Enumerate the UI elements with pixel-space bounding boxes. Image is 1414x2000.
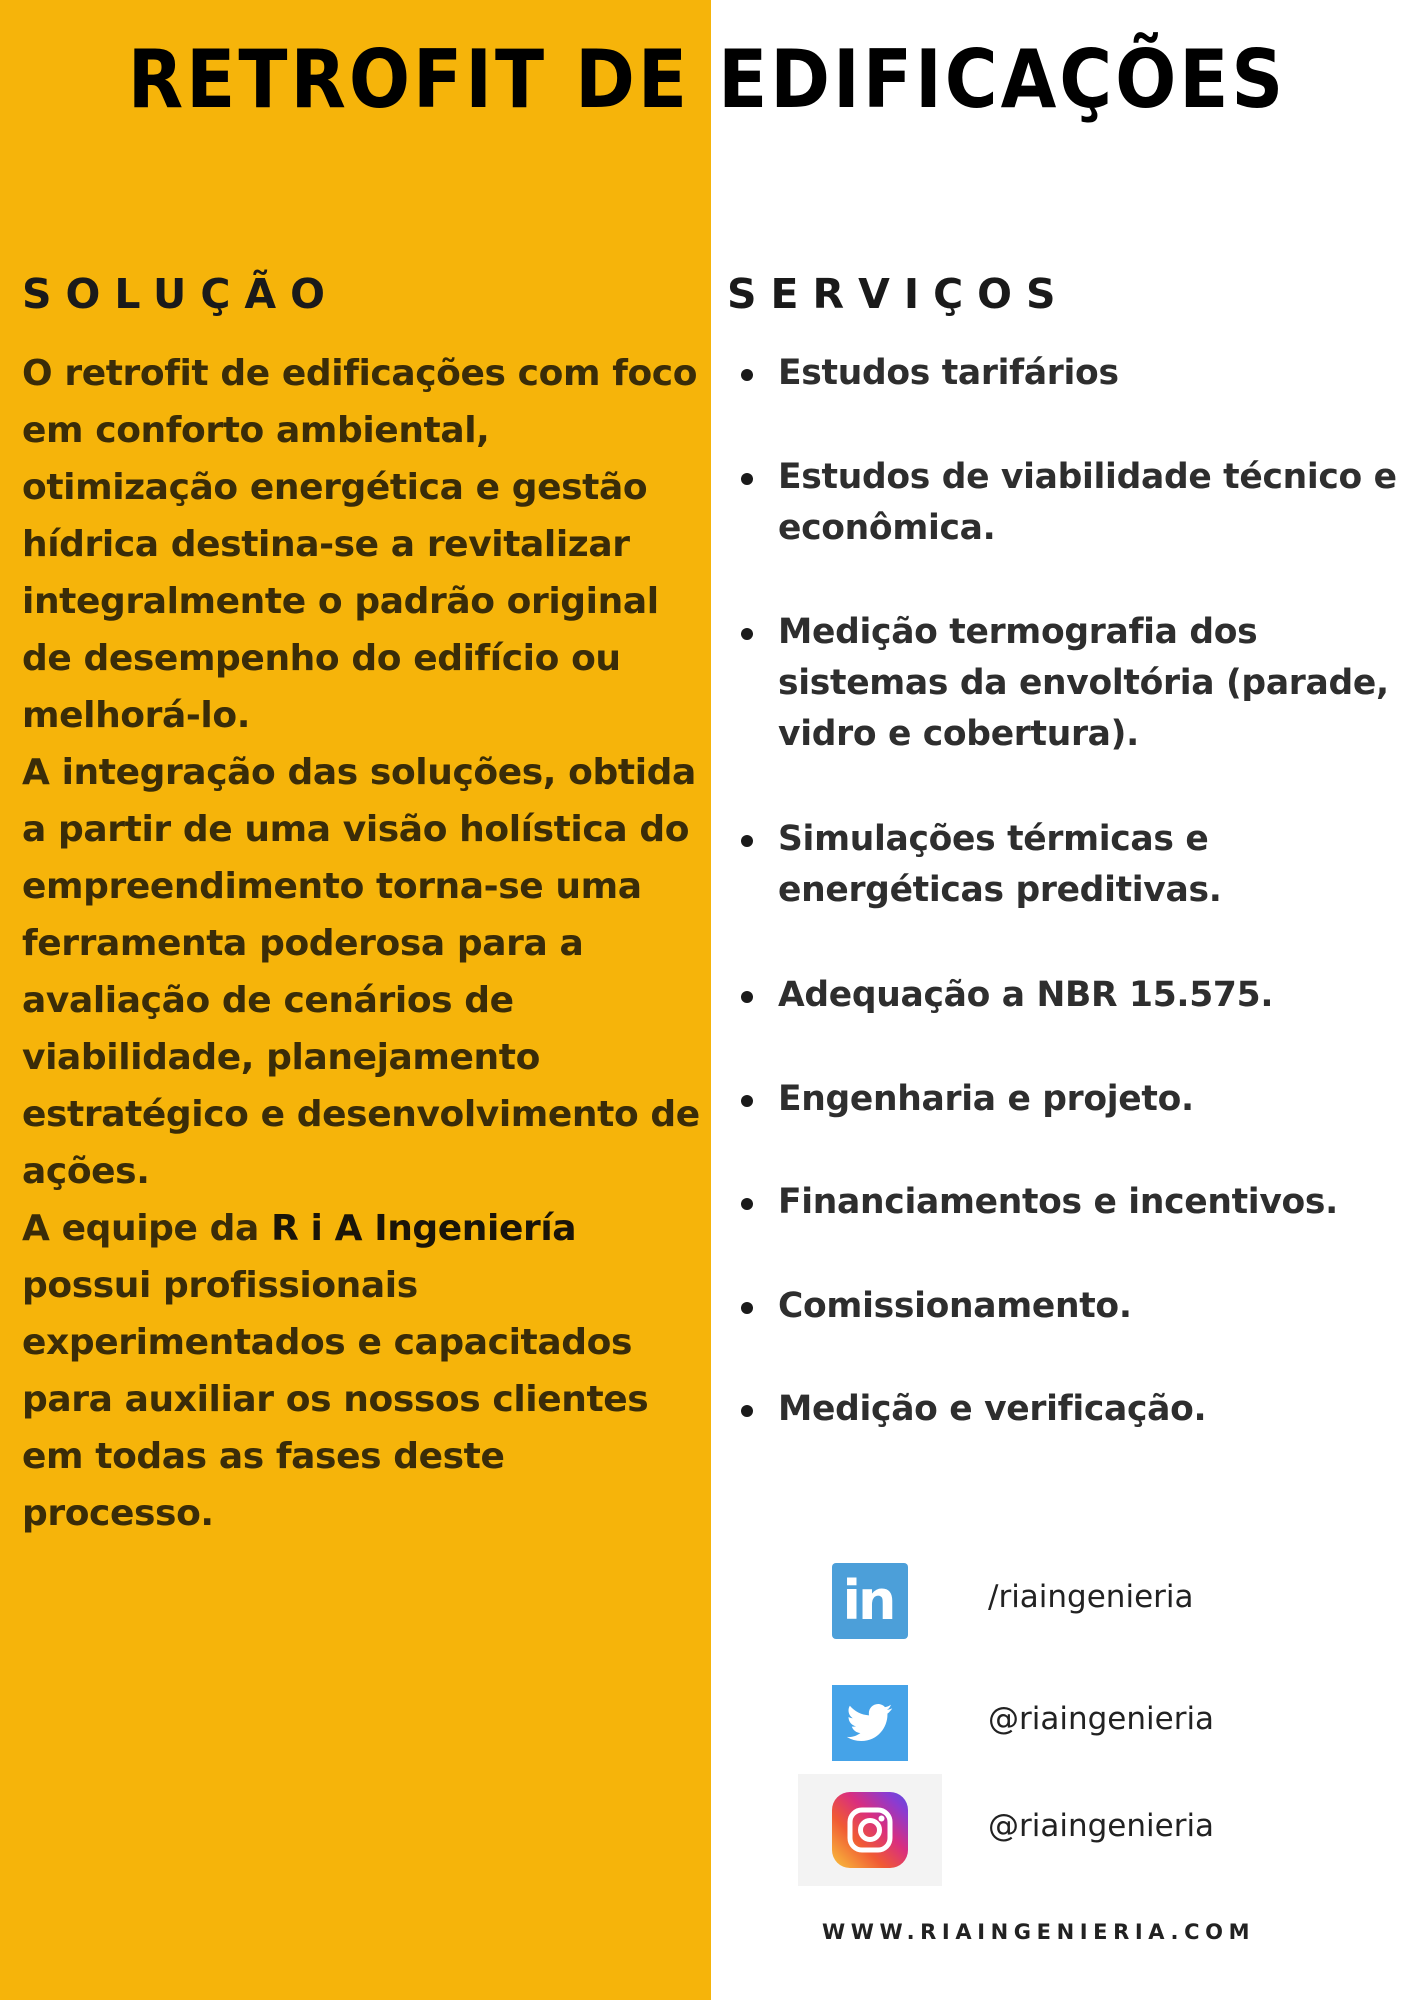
instagram-icon[interactable]: [832, 1792, 908, 1868]
service-item: [727, 452, 1407, 554]
page-title: RETROFIT DE EDIFICAÇÕES: [127, 33, 1287, 126]
service-label: Estudos tarifários: [778, 353, 1119, 393]
twitter-link[interactable]: [832, 1685, 1352, 1765]
service-item: [727, 1281, 1407, 1332]
bullet-icon: [741, 991, 753, 1003]
service-label: Medição termografia dos sistemas da envoltória (parade, vidro e cobertura).: [778, 612, 1389, 754]
service-item: [727, 607, 1407, 760]
solution-paragraph-3: [22, 1200, 702, 1542]
bullet-icon: [741, 835, 753, 847]
linkedin-icon[interactable]: in: [832, 1563, 908, 1639]
website-link[interactable]: WWW.RIAINGENIERIA.COM: [822, 1920, 1256, 1944]
bullet-icon: [741, 369, 753, 381]
service-label: Adequação a NBR 15.575.: [778, 975, 1274, 1015]
bullet-icon: [741, 1405, 753, 1417]
paragraph-3-suffix: possui profissionais experimentados e capacitados para auxiliar os nossos clientes em todas as fases deste processo.: [22, 1265, 649, 1534]
instagram-link[interactable]: [832, 1792, 1352, 1872]
service-label: Engenharia e projeto.: [778, 1079, 1194, 1119]
service-item: [727, 1177, 1407, 1228]
services-heading: SERVIÇOS: [727, 270, 1070, 318]
service-item: [727, 1074, 1407, 1125]
service-label: Comissionamento.: [778, 1286, 1132, 1326]
service-item: [727, 970, 1407, 1021]
linkedin-link[interactable]: [832, 1563, 1352, 1643]
solution-paragraph-1: O retrofit de edificações com foco em conforto ambiental, otimização energética e gestão hídrica destina-se a revitalizar integralmente o padrão original de desempenho do edifício ou melhorá-lo.: [22, 353, 698, 736]
solution-text: [22, 345, 702, 1542]
company-name: R i A Ingeniería: [271, 1208, 577, 1249]
paragraph-3-prefix: A equipe da: [22, 1208, 272, 1249]
service-item: [727, 1384, 1407, 1435]
service-item: [727, 348, 1407, 399]
instagram-handle[interactable]: @riaingenieria: [988, 1808, 1215, 1844]
solution-heading: SOLUÇÃO: [22, 270, 340, 318]
bullet-icon: [741, 1198, 753, 1210]
service-label: Financiamentos e incentivos.: [778, 1182, 1338, 1222]
twitter-icon[interactable]: [832, 1685, 908, 1761]
bullet-icon: [741, 628, 753, 640]
service-label: Medição e verificação.: [778, 1389, 1207, 1429]
twitter-handle[interactable]: @riaingenieria: [988, 1701, 1215, 1737]
bullet-icon: [741, 1095, 753, 1107]
solution-paragraph-2: A integração das soluções, obtida a partir de uma visão holística do empreendimento torna-se uma ferramenta poderosa para a avaliação de cenários de viabilidade, planejamento estratégico e desenvolvimento de ações.: [22, 752, 700, 1192]
bullet-icon: [741, 473, 753, 485]
linkedin-handle[interactable]: /riaingenieria: [988, 1579, 1194, 1615]
service-label: Estudos de viabilidade técnico e econômica.: [778, 457, 1397, 548]
service-item: [727, 814, 1407, 916]
bullet-icon: [741, 1302, 753, 1314]
service-label: Simulações térmicas e energéticas preditivas.: [778, 819, 1222, 910]
